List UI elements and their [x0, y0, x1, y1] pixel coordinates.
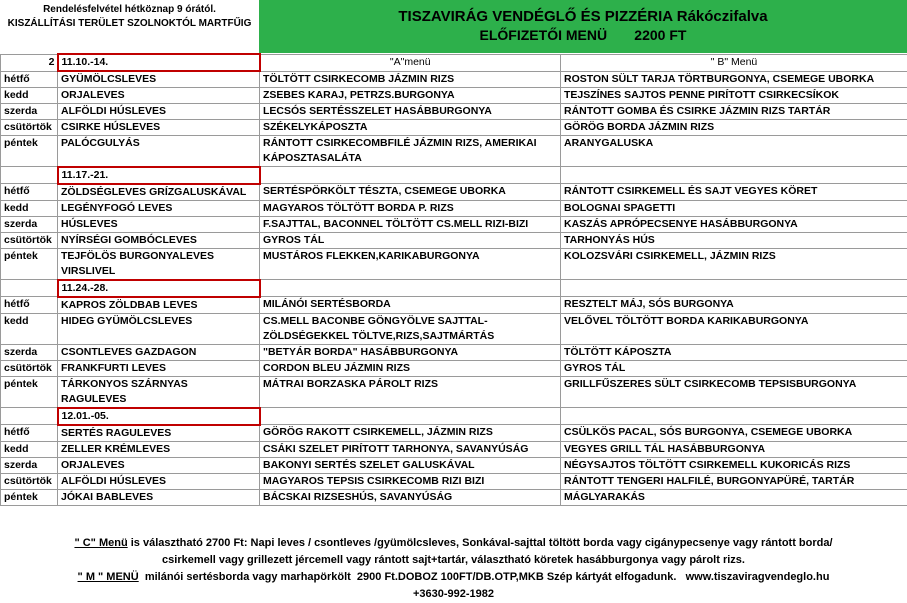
soup-cell: GYÜMÖLCSLEVES	[58, 71, 260, 88]
menu-table	[0, 53, 907, 506]
day-name: csütörtök	[1, 120, 58, 136]
day-row	[1, 136, 907, 167]
a-menu-cell: GYROS TÁL	[260, 232, 561, 248]
b-menu-header	[561, 280, 907, 297]
title-banner	[259, 0, 907, 53]
a-menu-cell: GÖRÖG RAKOTT CSIRKEMELL, JÁZMIN RIZS	[260, 425, 561, 442]
day-name: péntek	[1, 489, 58, 505]
a-menu-cell: "BETYÁR BORDA" HASÁBBURGONYA	[260, 344, 561, 360]
day-name: hétfő	[1, 425, 58, 442]
soup-cell: KAPROS ZÖLDBAB LEVES	[58, 297, 260, 314]
c-menu-text1: is választható 2700 Ft: Napi leves / csontleves /gyümölcsleves, Sonkával-sajttal töltött borda vagy cigánypecsenye vagy rántott borda/	[127, 537, 833, 549]
row-number-cell	[1, 167, 58, 184]
order-info	[0, 0, 259, 53]
day-row	[1, 297, 907, 314]
b-menu-cell: KASZÁS APRÓPECSENYE HASÁBBURGONYA	[561, 216, 907, 232]
b-menu-header: " B" Menü	[561, 54, 907, 71]
day-row	[1, 71, 907, 88]
day-row	[1, 489, 907, 505]
day-name: péntek	[1, 136, 58, 167]
day-name: csütörtök	[1, 360, 58, 376]
a-menu-cell: F.SAJTTAL, BACONNEL TÖLTÖTT CS.MELL RIZI-BIZI	[260, 216, 561, 232]
day-name: péntek	[1, 248, 58, 280]
row-number-cell	[1, 408, 58, 425]
day-name: hétfő	[1, 297, 58, 314]
delivery-area: KISZÁLLÍTÁSI TERÜLET SZOLNOKTÓL MARTFŰIG	[7, 18, 252, 29]
b-menu-cell: GYROS TÁL	[561, 360, 907, 376]
a-menu-cell: CS.MELL BACONBE GÖNGYÖLVE SAJTTAL-ZÖLDSÉGEKKEL TÖLTVE,RIZS,SAJTMÁRTÁS	[260, 313, 561, 344]
day-name: szerda	[1, 104, 58, 120]
soup-cell: NYÍRSÉGI GOMBÓCLEVES	[58, 232, 260, 248]
a-menu-cell: RÁNTOTT CSIRKECOMBFILÉ JÁZMIN RIZS, AMERIKAI KÁPOSZTASALÁTA	[260, 136, 561, 167]
day-row	[1, 313, 907, 344]
day-name: csütörtök	[1, 473, 58, 489]
b-menu-cell: VEGYES GRILL TÁL HASÁBBURGONYA	[561, 441, 907, 457]
a-menu-header	[260, 167, 561, 184]
day-row	[1, 104, 907, 120]
m-menu-line	[0, 569, 907, 586]
c-menu-text2: csirkemell vagy grillezett jércemell vagy rántott sajt+tartár, választható köretek hasábburgonya vagy párolt rizs.	[162, 554, 745, 566]
soup-cell: SERTÉS RAGULEVES	[58, 425, 260, 442]
week-label: 11.17.-21.	[58, 167, 260, 184]
b-menu-cell: GRILLFŰSZERES SÜLT CSIRKECOMB TEPSISBURGONYA	[561, 376, 907, 408]
a-menu-cell: SZÉKELYKÁPOSZTA	[260, 120, 561, 136]
soup-cell: TEJFÖLÖS BURGONYALEVES VIRSLIVEL	[58, 248, 260, 280]
b-menu-cell: RESZTELT MÁJ, SÓS BURGONYA	[561, 297, 907, 314]
day-name: péntek	[1, 376, 58, 408]
soup-cell: JÓKAI BABLEVES	[58, 489, 260, 505]
soup-cell: ORJALEVES	[58, 88, 260, 104]
day-name: hétfő	[1, 71, 58, 88]
soup-cell: TÁRKONYOS SZÁRNYAS RAGULEVES	[58, 376, 260, 408]
c-menu-line1	[0, 535, 907, 552]
b-menu-cell: TÖLTÖTT KÁPOSZTA	[561, 344, 907, 360]
b-menu-header	[561, 167, 907, 184]
day-name: kedd	[1, 313, 58, 344]
week-label: 12.01.-05.	[58, 408, 260, 425]
a-menu-header: "A"menü	[260, 54, 561, 71]
day-name: csütörtök	[1, 232, 58, 248]
day-row	[1, 216, 907, 232]
phone-number: +3630-992-1982	[412, 588, 495, 600]
day-name: kedd	[1, 441, 58, 457]
b-menu-cell: ARANYGALUSKA	[561, 136, 907, 167]
b-menu-cell: TEJSZÍNES SAJTOS PENNE PIRÍTOTT CSIRKECSÍKOK	[561, 88, 907, 104]
soup-cell: CSONTLEVES GAZDAGON	[58, 344, 260, 360]
soup-cell: CSIRKE HÚSLEVES	[58, 120, 260, 136]
a-menu-cell: CORDON BLEU JÁZMIN RIZS	[260, 360, 561, 376]
day-row	[1, 473, 907, 489]
a-menu-header	[260, 280, 561, 297]
b-menu-cell: GÖRÖG BORDA JÁZMIN RIZS	[561, 120, 907, 136]
a-menu-header	[260, 408, 561, 425]
a-menu-cell: BÁCSKAI RIZSESHÚS, SAVANYÚSÁG	[260, 489, 561, 505]
day-name: hétfő	[1, 184, 58, 201]
footer-notes	[0, 535, 907, 603]
day-row	[1, 88, 907, 104]
b-menu-cell: TARHONYÁS HÚS	[561, 232, 907, 248]
a-menu-cell: MUSTÁROS FLEKKEN,KARIKABURGONYA	[260, 248, 561, 280]
row-number-cell: 2	[1, 54, 58, 71]
a-menu-cell: MAGYAROS TEPSIS CSIRKECOMB RIZI BIZI	[260, 473, 561, 489]
b-menu-header	[561, 408, 907, 425]
b-menu-cell: RÁNTOTT GOMBA ÉS CSIRKE JÁZMIN RIZS TARTÁR	[561, 104, 907, 120]
a-menu-cell: CSÁKI SZELET PIRÍTOTT TARHONYA, SAVANYÚSÁG	[260, 441, 561, 457]
b-menu-cell: KOLOZSVÁRI CSIRKEMELL, JÁZMIN RIZS	[561, 248, 907, 280]
day-row	[1, 376, 907, 408]
soup-cell: HIDEG GYÜMÖLCSLEVES	[58, 313, 260, 344]
day-row	[1, 360, 907, 376]
soup-cell: ALFÖLDI HÚSLEVES	[58, 473, 260, 489]
day-row	[1, 457, 907, 473]
day-row	[1, 200, 907, 216]
order-hours: Rendelésfelvétel hétköznap 9 órától.	[43, 4, 216, 15]
day-row	[1, 441, 907, 457]
b-menu-cell: VELŐVEL TÖLTÖTT BORDA KARIKABURGONYA	[561, 313, 907, 344]
week-row	[1, 280, 907, 297]
day-name: szerda	[1, 216, 58, 232]
day-name: szerda	[1, 344, 58, 360]
day-name: kedd	[1, 88, 58, 104]
a-menu-cell: TÖLTÖTT CSIRKECOMB JÁZMIN RIZS	[260, 71, 561, 88]
row-number-cell	[1, 280, 58, 297]
b-menu-cell: ROSTON SÜLT TARJA TÖRTBURGONYA, CSEMEGE UBORKA	[561, 71, 907, 88]
a-menu-cell: MILÁNÓI SERTÉSBORDA	[260, 297, 561, 314]
a-menu-cell: MAGYAROS TÖLTÖTT BORDA P. RIZS	[260, 200, 561, 216]
day-row	[1, 232, 907, 248]
soup-cell: ALFÖLDI HÚSLEVES	[58, 104, 260, 120]
soup-cell: PALÓCGULYÁS	[58, 136, 260, 167]
a-menu-cell: BAKONYI SERTÉS SZELET GALUSKÁVAL	[260, 457, 561, 473]
day-row	[1, 248, 907, 280]
week-label: 11.10.-14.	[58, 54, 260, 71]
day-name: szerda	[1, 457, 58, 473]
b-menu-cell: NÉGYSAJTOS TÖLTÖTT CSIRKEMELL KUKORICÁS RIZS	[561, 457, 907, 473]
day-name: kedd	[1, 200, 58, 216]
day-row	[1, 425, 907, 442]
b-menu-cell: MÁGLYARAKÁS	[561, 489, 907, 505]
soup-cell: ZÖLDSÉGLEVES GRÍZGALUSKÁVAL	[58, 184, 260, 201]
a-menu-cell: MÁTRAI BORZASKA PÁROLT RIZS	[260, 376, 561, 408]
soup-cell: ORJALEVES	[58, 457, 260, 473]
a-menu-cell: LECSÓS SERTÉSSZELET HASÁBBURGONYA	[260, 104, 561, 120]
b-menu-cell: CSÜLKÖS PACAL, SÓS BURGONYA, CSEMEGE UBORKA	[561, 425, 907, 442]
soup-cell: FRANKFURTI LEVES	[58, 360, 260, 376]
restaurant-title: TISZAVIRÁG VENDÉGLŐ ÉS PIZZÉRIA Rákóczifalva	[398, 8, 768, 25]
week-row	[1, 54, 907, 71]
b-menu-cell: BOLOGNAI SPAGETTI	[561, 200, 907, 216]
b-menu-cell: RÁNTOTT CSIRKEMELL ÉS SAJT VEGYES KÖRET	[561, 184, 907, 201]
soup-cell: HÚSLEVES	[58, 216, 260, 232]
day-row	[1, 184, 907, 201]
soup-cell: ZELLER KRÉMLEVES	[58, 441, 260, 457]
day-row	[1, 344, 907, 360]
menu-price-title: ELŐFIZETŐI MENÜ 2200 FT	[479, 27, 687, 43]
week-row	[1, 408, 907, 425]
day-row	[1, 120, 907, 136]
c-menu-label: " C" Menü	[74, 537, 128, 549]
a-menu-cell: ZSEBES KARAJ, PETRZS.BURGONYA	[260, 88, 561, 104]
b-menu-cell: RÁNTOTT TENGERI HALFILÉ, BURGONYAPÜRÉ, TARTÁR	[561, 473, 907, 489]
soup-cell: LEGÉNYFOGÓ LEVES	[58, 200, 260, 216]
a-menu-cell: SERTÉSPÖRKÖLT TÉSZTA, CSEMEGE UBORKA	[260, 184, 561, 201]
m-menu-text: milánói sertésborda vagy marhapörkölt 2900 Ft.DOBOZ 100FT/DB.OTP,MKB Szép kártyát elfogadunk. www.tiszaviragvendeglo.hu	[138, 571, 830, 583]
week-label: 11.24.-28.	[58, 280, 260, 297]
m-menu-label: " M " MENÜ	[77, 571, 139, 583]
week-row	[1, 167, 907, 184]
